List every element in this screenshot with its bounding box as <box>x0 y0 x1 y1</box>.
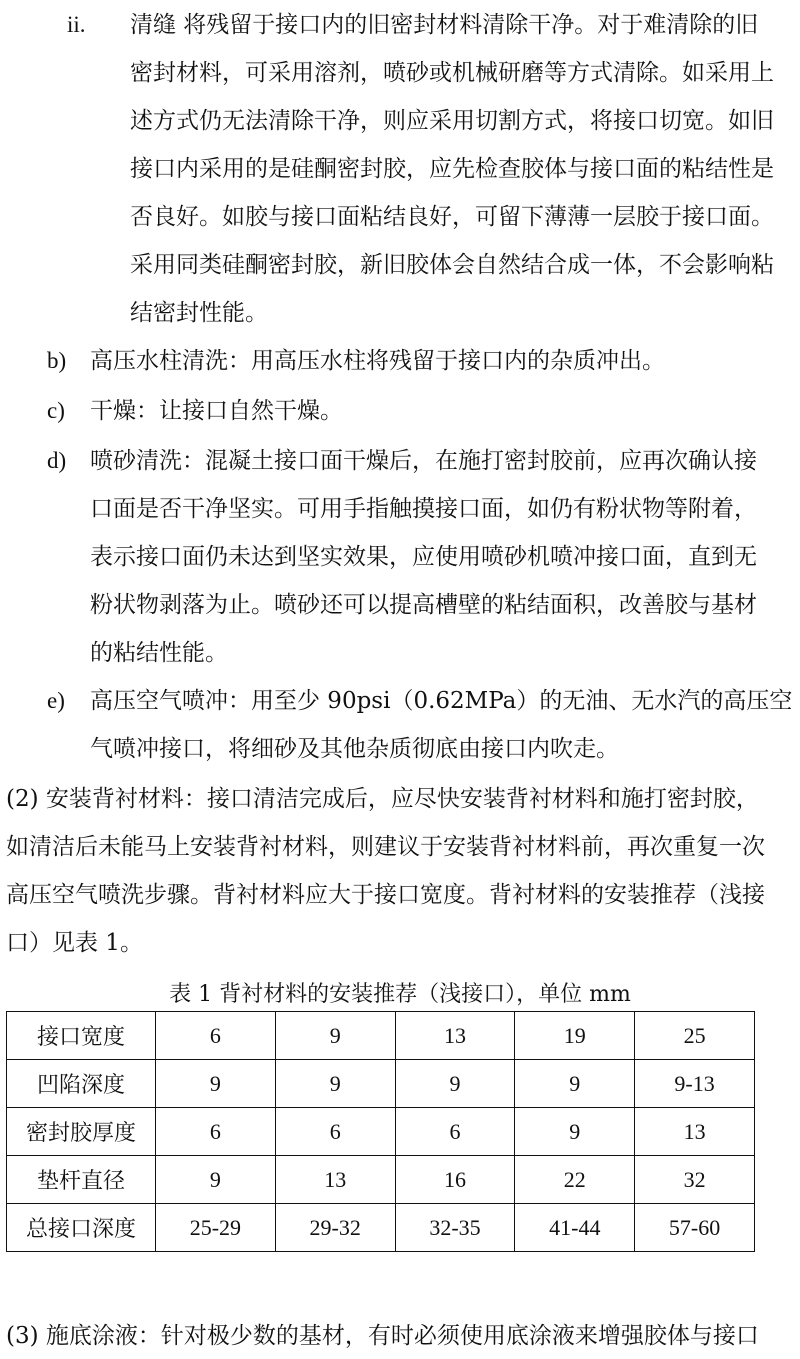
paragraph-line: 喷砂清洗：混凝土接口面干燥后，在施打密封胶前，应再次确认接 <box>90 448 757 474</box>
table-cell: 32 <box>635 1156 755 1204</box>
table-cell: 13 <box>395 1012 515 1060</box>
table-caption: 表 1 背衬材料的安装推荐（浅接口），单位 mm <box>169 982 631 1007</box>
table-cell: 32-35 <box>395 1204 515 1252</box>
paragraph-line: (3) 施底涂液：针对极少数的基材，有时必须使用底涂液来增强胶体与接口 <box>6 1323 759 1349</box>
table-row <box>7 1156 755 1204</box>
paragraph-line: 气喷冲接口，将细砂及其他杂质彻底由接口内吹走。 <box>90 736 619 762</box>
paragraph-line: 结密封性能。 <box>130 300 268 326</box>
table-cell: 29-32 <box>275 1204 395 1252</box>
list-marker: ii. <box>67 12 86 37</box>
list-marker: e) <box>47 688 65 713</box>
table-cell: 9 <box>515 1108 635 1156</box>
table-cell: 9 <box>275 1012 395 1060</box>
table-cell: 57-60 <box>635 1204 755 1252</box>
paragraph-line: 接口内采用的是硅酮密封胶，应先检查胶体与接口面的粘结性是 <box>130 156 774 182</box>
table-cell: 41-44 <box>515 1204 635 1252</box>
paragraph-line: 清缝 将残留于接口内的旧密封材料清除干净。对于难清除的旧 <box>130 12 759 38</box>
table-cell: 6 <box>275 1108 395 1156</box>
table-row <box>7 1204 755 1252</box>
table-cell: 16 <box>395 1156 515 1204</box>
paragraph-line: 高压空气喷冲：用至少 90psi（0.62MPa）的无油、无水汽的高压空 <box>90 688 793 714</box>
table-cell: 9 <box>395 1060 515 1108</box>
paragraph-line: 干燥：让接口自然干燥。 <box>90 398 343 424</box>
backing-material-table <box>6 1011 755 1252</box>
table-cell: 9 <box>156 1060 276 1108</box>
row-header: 密封胶厚度 <box>7 1108 156 1156</box>
table-cell: 19 <box>515 1012 635 1060</box>
row-header: 总接口深度 <box>7 1204 156 1252</box>
paragraph-line: 否良好。如胶与接口面粘结良好，可留下薄薄一层胶于接口面。 <box>130 204 774 230</box>
table-cell: 6 <box>156 1012 276 1060</box>
table-cell: 9 <box>156 1156 276 1204</box>
paragraph-line: 表示接口面仍未达到坚实效果，应使用喷砂机喷冲接口面，直到无 <box>90 544 757 570</box>
row-header: 接口宽度 <box>7 1012 156 1060</box>
paragraph-line: 口）见表 1。 <box>6 930 143 956</box>
table-row <box>7 1060 755 1108</box>
table-cell: 13 <box>275 1156 395 1204</box>
paragraph-line: 如清洁后未能马上安装背衬材料，则建议于安装背衬材料前，再次重复一次 <box>6 834 765 860</box>
paragraph-line: 口面是否干净坚实。可用手指触摸接口面，如仍有粉状物等附着， <box>90 496 757 522</box>
table-row <box>7 1108 755 1156</box>
row-header: 凹陷深度 <box>7 1060 156 1108</box>
paragraph-line: 粉状物剥落为止。喷砂还可以提高槽壁的粘结面积，改善胶与基材 <box>90 592 757 618</box>
table-cell: 22 <box>515 1156 635 1204</box>
table-cell: 25 <box>635 1012 755 1060</box>
table-cell: 9 <box>275 1060 395 1108</box>
table-cell: 9-13 <box>635 1060 755 1108</box>
paragraph-line: 述方式仍无法清除干净，则应采用切割方式，将接口切宽。如旧 <box>130 108 774 134</box>
list-marker: c) <box>47 398 65 423</box>
table-cell: 6 <box>156 1108 276 1156</box>
paragraph-line: 高压空气喷洗步骤。背衬材料应大于接口宽度。背衬材料的安装推荐（浅接 <box>6 882 765 908</box>
table-row <box>7 1012 755 1060</box>
paragraph-line: (2) 安装背衬材料：接口清洁完成后，应尽快安装背衬材料和施打密封胶， <box>6 786 759 812</box>
list-marker: d) <box>47 448 67 473</box>
table-cell: 6 <box>395 1108 515 1156</box>
table-cell: 25-29 <box>156 1204 276 1252</box>
paragraph-line: 采用同类硅酮密封胶，新旧胶体会自然结合成一体，不会影响粘 <box>130 252 774 278</box>
list-marker: b) <box>47 348 67 373</box>
row-header: 垫杆直径 <box>7 1156 156 1204</box>
paragraph-line: 高压水柱清洗：用高压水柱将残留于接口内的杂质冲出。 <box>90 348 665 374</box>
paragraph-line: 密封材料，可采用溶剂，喷砂或机械研磨等方式清除。如采用上 <box>130 60 774 86</box>
paragraph-line: 的粘结性能。 <box>90 640 228 666</box>
table-cell: 9 <box>515 1060 635 1108</box>
table-cell: 13 <box>635 1108 755 1156</box>
